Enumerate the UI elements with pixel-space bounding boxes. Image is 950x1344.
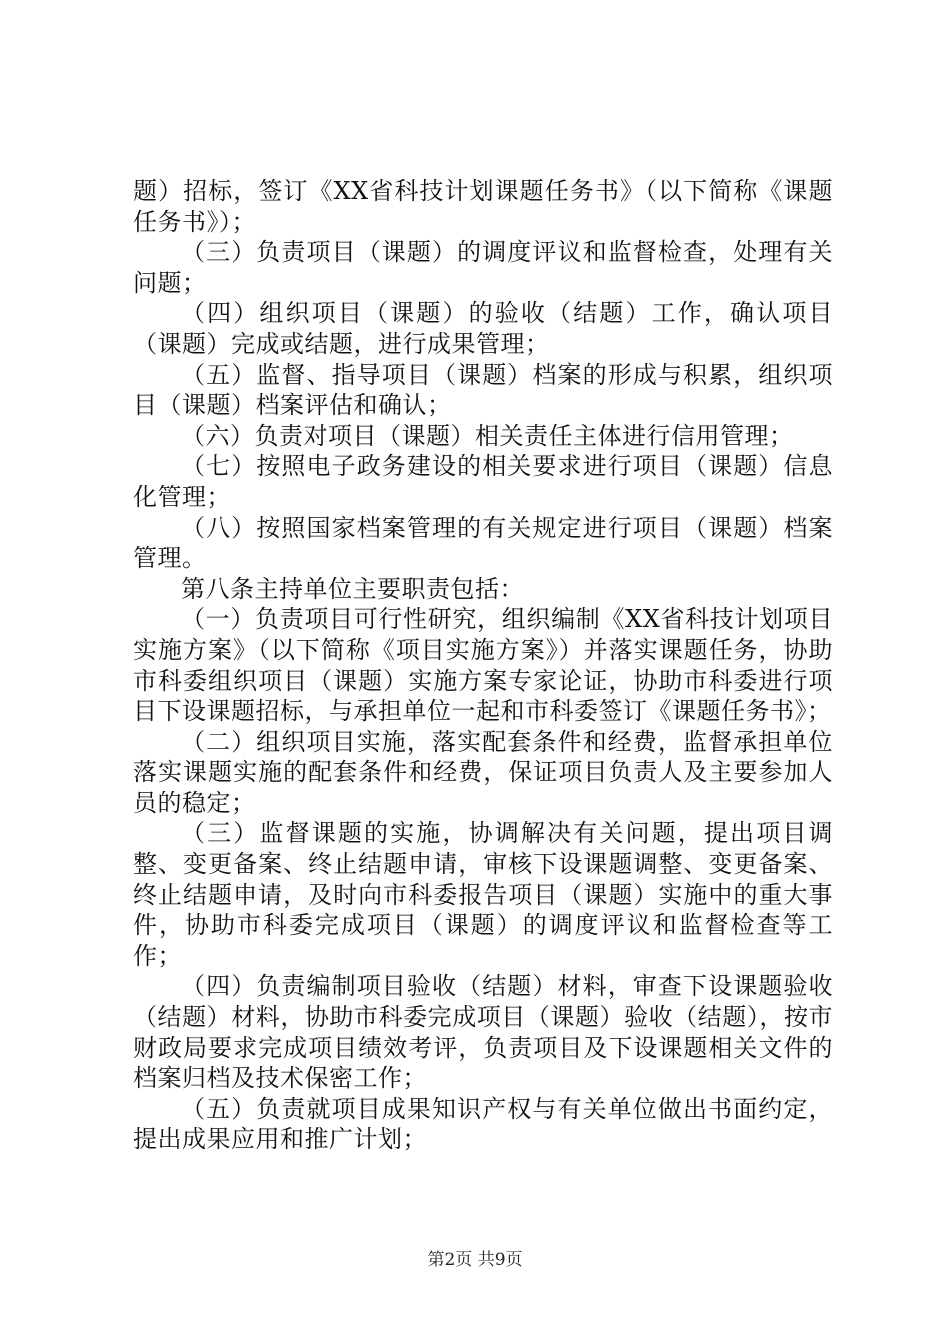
paragraph-2: （三）负责项目（课题）的调度评议和监督检查，处理有关问题； bbox=[133, 238, 833, 297]
document-body bbox=[133, 176, 833, 1155]
page-number-footer: 第2页 共9页 bbox=[427, 1250, 523, 1270]
paragraph-5: （六）负责对项目（课题）相关责任主体进行信用管理； bbox=[181, 421, 794, 450]
paragraph-7: （八）按照国家档案管理的有关规定进行项目（课题）档案管理。 bbox=[133, 513, 833, 573]
paragraph-11: （三）监督课题的实施，协调解决有关问题，提出项目调整、变更备案、终止结题申请，审核下设课题调整、变更备案、终止结题申请，及时向市科委报告项目（课题）实施中的重大事件，协助市科委完成项目（课题）的调度评议和监督检查等工作； bbox=[133, 819, 833, 970]
paragraph-9: （一）负责项目可行性研究，组织编制《XX省科技计划项目实施方案》（以下简称《项目实施方案》）并落实课题任务，协助市科委组织项目（课题）实施方案专家论证，协助市科委进行项目下设课题招标，与承担单位一起和市科委签订《课题任务书》； bbox=[133, 605, 833, 726]
paragraph-3: （四）组织项目（课题）的验收（结题）工作，确认项目（课题）完成或结题，进行成果管理； bbox=[133, 299, 833, 358]
paragraph-10: （二）组织项目实施，落实配套条件和经费，监督承担单位落实课题实施的配套条件和经费，保证项目负责人及主要参加人员的稳定； bbox=[133, 727, 833, 817]
paragraph-12: （四）负责编制项目验收（结题）材料，审查下设课题验收（结题）材料，协助市科委完成项目（课题）验收（结题），按市财政局要求完成项目绩效考评，负责项目及下设课题相关文件的档案归档及技术保密工作； bbox=[133, 972, 833, 1093]
paragraph-1: 题）招标，签订《XX省科技计划课题任务书》（以下简称《课题任务书》）； bbox=[133, 177, 833, 236]
paragraph-13: （五）负责就项目成果知识产权与有关单位做出书面约定，提出成果应用和推广计划； bbox=[133, 1094, 833, 1154]
paragraph-6: （七）按照电子政务建设的相关要求进行项目（课题）信息化管理； bbox=[133, 452, 833, 511]
article-heading: 第八条主持单位主要职责包括： bbox=[181, 574, 524, 603]
paragraph-4: （五）监督、指导项目（课题）档案的形成与积累，组织项目（课题）档案评估和确认； bbox=[133, 360, 833, 420]
